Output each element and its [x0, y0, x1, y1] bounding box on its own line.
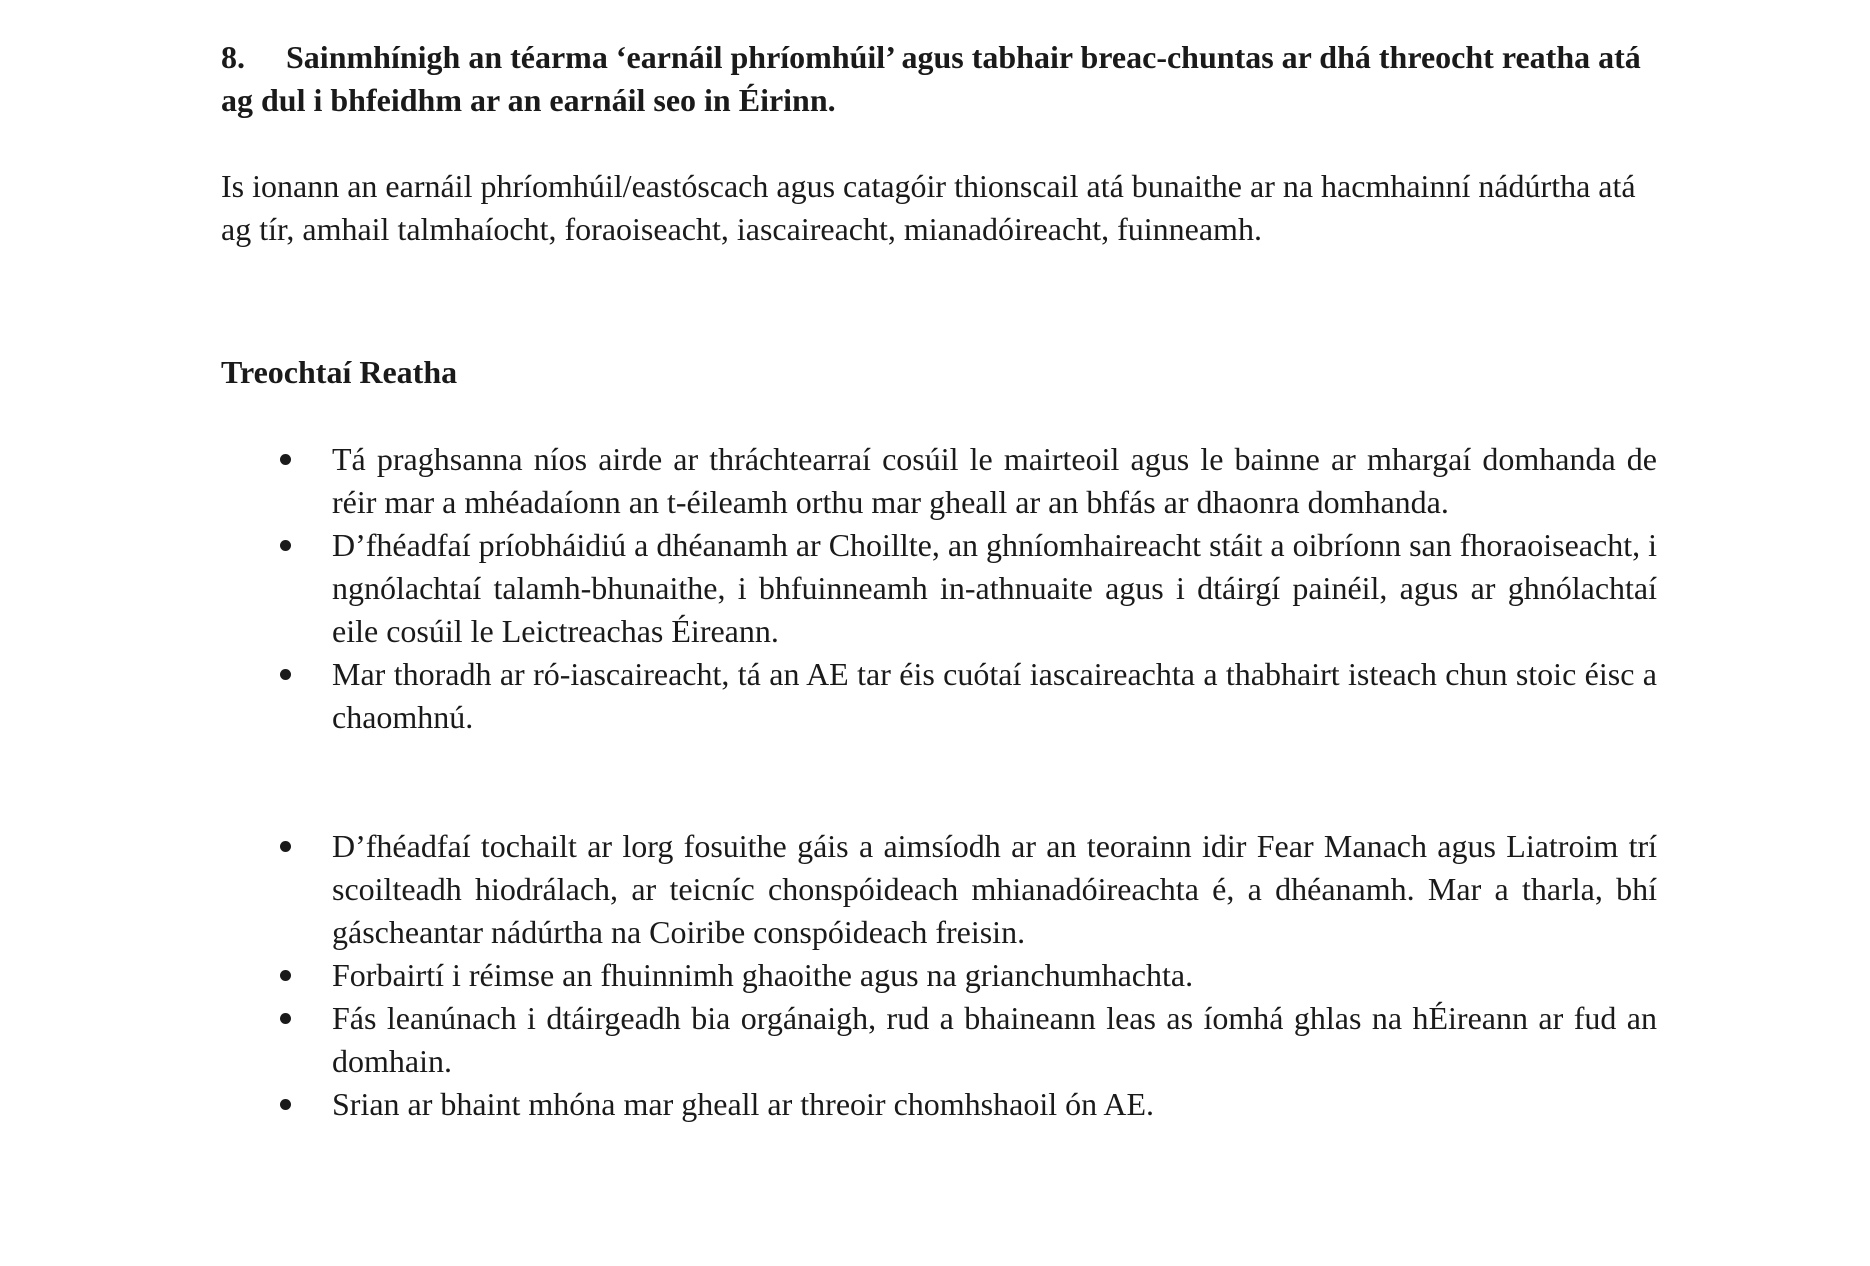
list-item	[221, 825, 1657, 954]
list-item	[221, 997, 1657, 1083]
list-item	[221, 954, 1657, 997]
list-item-text: Fás leanúnach i dtáirgeadh bia orgánaigh, rud a bhaineann leas as íomhá ghlas na hÉireann ar fud an domhain.	[332, 1000, 1657, 1079]
section-heading: Treochtaí Reatha	[221, 354, 458, 390]
list-item-text: Mar thoradh ar ró-iascaireacht, tá an AE tar éis cuótaí iascaireachta a thabhairt isteach chun stoic éisc a chaomhnú.	[332, 656, 1657, 735]
list-item-text: Forbairtí i réimse an fhuinnimh ghaoithe agus na grianchumhachta.	[332, 957, 1194, 993]
question-heading	[221, 36, 1657, 122]
list-item	[221, 1083, 1657, 1126]
list-item	[221, 438, 1657, 524]
question-number: 8.	[221, 39, 245, 75]
list-item	[221, 524, 1657, 653]
question-text: Sainmhínigh an téarma ‘earnáil phríomhúil’ agus tabhair breac-chuntas ar dhá threocht reatha atá ag dul i bhfeidhm ar an earnáil seo in Éirinn.	[221, 39, 1641, 118]
list-item-text: D’fhéadfaí príobháidiú a dhéanamh ar Choillte, an ghníomhaireacht stáit a oibríonn san fhoraoiseacht, i ngnólachtaí talamh-bhunaithe, i bhfuinneamh in-athnuaite agus i dtáirgí painéil, agus ar ghnólachtaí eile cosúil le Leictreachas Éireann.	[332, 527, 1657, 649]
list-item-text: Tá praghsanna níos airde ar thráchtearraí cosúil le mairteoil agus le bainne ar mhargaí domhanda de réir mar a mhéadaíonn an t-éileamh orthu mar gheall ar an bhfás ar dhaonra domhanda.	[332, 441, 1657, 520]
bullet-list-current-trends	[221, 438, 1657, 739]
list-item-text: Srian ar bhaint mhóna mar gheall ar threoir chomhshaoil ón AE.	[332, 1086, 1154, 1122]
document-page	[221, 36, 1657, 1126]
intro-paragraph: Is ionann an earnáil phríomhúil/eastóscach agus catagóir thionscail atá bunaithe ar na hacmhainní nádúrtha atá ag tír, amhail talmhaíocht, foraoiseacht, iascaireacht, mianadóireacht, fuinneamh.	[221, 168, 1636, 247]
bullet-list-more-trends	[221, 825, 1657, 1126]
list-item-text: D’fhéadfaí tochailt ar lorg fosuithe gáis a aimsíodh ar an teorainn idir Fear Manach agus Liatroim trí scoilteadh hiodrálach, ar teicníc chonspóideach mhianadóireachta é, a dhéanamh. Mar a tharla, bhí gáscheantar nádúrtha na Coiribe conspóideach freisin.	[332, 828, 1657, 950]
list-item	[221, 653, 1657, 739]
